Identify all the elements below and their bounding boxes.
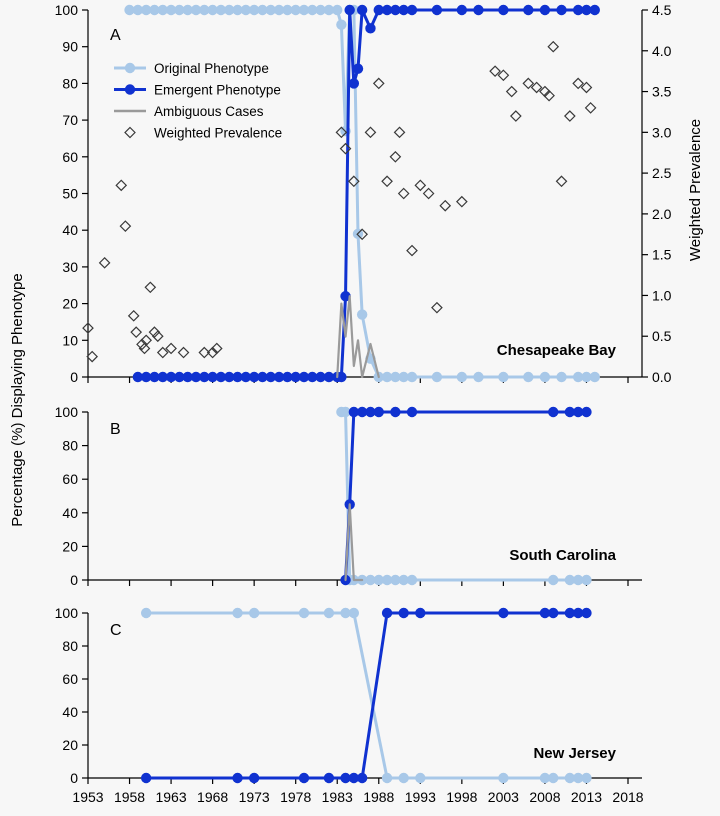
prevalence-marker [586, 103, 596, 113]
data-point [548, 575, 558, 585]
data-point [548, 407, 558, 417]
data-point [581, 608, 591, 618]
data-point [498, 608, 508, 618]
prevalence-marker [548, 42, 558, 52]
y2-tick-label: 3.0 [652, 124, 672, 141]
data-point [349, 608, 359, 618]
panel-letter: B [110, 421, 121, 438]
data-point [415, 608, 425, 618]
y-tick-label: 80 [62, 437, 78, 454]
data-point [590, 372, 600, 382]
data-point [556, 5, 566, 15]
data-point [432, 5, 442, 15]
panel-name: New Jersey [533, 745, 616, 762]
panel-c [55, 605, 644, 805]
x-tick-label: 2008 [529, 789, 561, 805]
y2-tick-label: 0.5 [652, 328, 672, 345]
y2-tick-label: 2.5 [652, 165, 672, 182]
prevalence-marker [116, 180, 126, 190]
legend-marker [125, 128, 135, 138]
data-point [407, 407, 417, 417]
y-tick-label: 60 [62, 671, 78, 687]
x-tick-label: 1973 [238, 789, 270, 805]
data-point [498, 372, 508, 382]
panel-name: South Carolina [509, 547, 616, 564]
y-tick-label: 100 [54, 2, 78, 18]
x-tick-label: 1953 [72, 789, 104, 805]
prevalence-marker [179, 348, 189, 358]
series-line [146, 613, 586, 778]
data-point [581, 575, 591, 585]
data-point [540, 372, 550, 382]
data-point [344, 5, 354, 15]
legend-label: Weighted Prevalence [154, 125, 283, 141]
y-tick-label: 40 [62, 704, 78, 720]
y-tick-label: 70 [62, 112, 78, 129]
data-point [365, 23, 375, 33]
y-tick-label: 0 [70, 369, 78, 385]
prevalence-marker [511, 111, 521, 121]
data-point [590, 5, 600, 15]
legend-marker [125, 84, 135, 94]
data-point [398, 608, 408, 618]
prevalence-marker [390, 152, 400, 162]
legend [114, 61, 282, 141]
prevalence-marker [131, 327, 141, 337]
data-point [407, 5, 417, 15]
data-point [473, 5, 483, 15]
legend-label: Original Phenotype [154, 61, 269, 76]
data-point [141, 608, 151, 618]
prevalence-marker [374, 78, 384, 88]
data-point [415, 773, 425, 783]
data-point [473, 372, 483, 382]
data-point [349, 78, 359, 88]
legend-label: Emergent Phenotype [154, 82, 281, 98]
panel-letter: A [110, 27, 121, 44]
x-tick-label: 1968 [197, 789, 229, 805]
data-point [498, 773, 508, 783]
y-tick-label: 20 [62, 538, 78, 555]
y2-tick-label: 4.5 [652, 2, 672, 18]
data-point [299, 773, 309, 783]
prevalence-marker [129, 311, 139, 321]
legend-marker [125, 63, 135, 73]
prevalence-marker [120, 221, 130, 231]
legend-label: Ambiguous Cases [154, 104, 264, 119]
data-point [398, 773, 408, 783]
x-tick-label: 1988 [363, 789, 395, 805]
data-point [548, 608, 558, 618]
prevalence-marker [415, 180, 425, 190]
x-tick-label: 2013 [570, 789, 603, 805]
y-tick-label: 50 [62, 185, 78, 202]
data-point [332, 5, 342, 15]
data-point [382, 773, 392, 783]
panel-letter: C [110, 622, 122, 639]
prevalence-marker [557, 176, 567, 186]
prevalence-marker [382, 176, 392, 186]
y-axis-title: Percentage (%) Displaying Phenotype [9, 273, 26, 527]
x-tick-label: 1998 [446, 789, 478, 805]
x-tick-label: 1963 [155, 789, 187, 805]
y2-tick-label: 1.0 [652, 287, 672, 304]
x-tick-label: 1993 [404, 789, 436, 805]
y-tick-label: 30 [62, 258, 78, 275]
y-tick-label: 40 [62, 504, 78, 521]
y2-axis-title: Weighted Prevalence [687, 118, 704, 262]
data-point [232, 608, 242, 618]
panel-a [55, 2, 672, 385]
prevalence-marker [432, 303, 442, 313]
y-tick-label: 60 [62, 148, 78, 165]
x-tick-label: 2003 [487, 789, 519, 805]
data-point [548, 773, 558, 783]
prevalence-marker [457, 197, 467, 207]
panel-name: Chesapeake Bay [496, 342, 616, 359]
data-point [581, 773, 591, 783]
y2-tick-label: 2.0 [652, 205, 672, 222]
data-point [523, 5, 533, 15]
panel-b [55, 404, 642, 588]
y-tick-label: 80 [62, 75, 78, 92]
prevalence-marker [87, 352, 97, 362]
data-point [556, 372, 566, 382]
data-point [581, 407, 591, 417]
prevalence-marker [407, 246, 417, 256]
y-tick-label: 90 [62, 38, 78, 55]
prevalence-marker [424, 189, 434, 199]
x-tick-label: 1958 [113, 789, 146, 805]
data-point [523, 372, 533, 382]
prevalence-marker [100, 258, 110, 268]
y2-tick-label: 3.5 [652, 83, 672, 100]
data-point [432, 372, 442, 382]
y2-tick-label: 4.0 [652, 42, 672, 59]
data-point [232, 773, 242, 783]
prevalence-marker [145, 282, 155, 292]
data-point [324, 608, 334, 618]
data-point [141, 773, 151, 783]
prevalence-marker [507, 87, 517, 97]
data-point [249, 608, 259, 618]
prevalence-marker [365, 127, 375, 137]
y-tick-label: 60 [62, 471, 78, 488]
y-tick-label: 0 [70, 770, 78, 786]
prevalence-marker [399, 189, 409, 199]
data-point [382, 608, 392, 618]
data-point [353, 64, 363, 74]
data-point [540, 5, 550, 15]
data-point [457, 5, 467, 15]
data-point [407, 575, 417, 585]
y-tick-label: 10 [62, 332, 78, 349]
data-point [357, 5, 367, 15]
y-tick-label: 20 [62, 295, 78, 312]
data-point [249, 773, 259, 783]
y2-tick-label: 0.0 [652, 369, 672, 385]
x-tick-label: 2018 [612, 789, 644, 805]
data-point [357, 773, 367, 783]
y2-tick-label: 1.5 [652, 246, 672, 263]
data-point [498, 5, 508, 15]
x-tick-label: 1983 [321, 789, 353, 805]
x-tick-label: 1978 [280, 789, 312, 805]
y-tick-label: 80 [62, 638, 78, 654]
data-point [390, 407, 400, 417]
prevalence-marker [440, 201, 450, 211]
data-point [336, 19, 346, 29]
data-point [299, 608, 309, 618]
y-tick-label: 100 [54, 605, 78, 621]
data-point [374, 407, 384, 417]
data-point [407, 372, 417, 382]
data-point [357, 309, 367, 319]
y-tick-label: 100 [54, 404, 78, 420]
data-point [324, 773, 334, 783]
y-tick-label: 0 [70, 572, 78, 588]
data-point [457, 372, 467, 382]
prevalence-marker [565, 111, 575, 121]
y-tick-label: 40 [62, 222, 78, 239]
prevalence-marker [395, 127, 405, 137]
y-tick-label: 20 [62, 737, 78, 753]
